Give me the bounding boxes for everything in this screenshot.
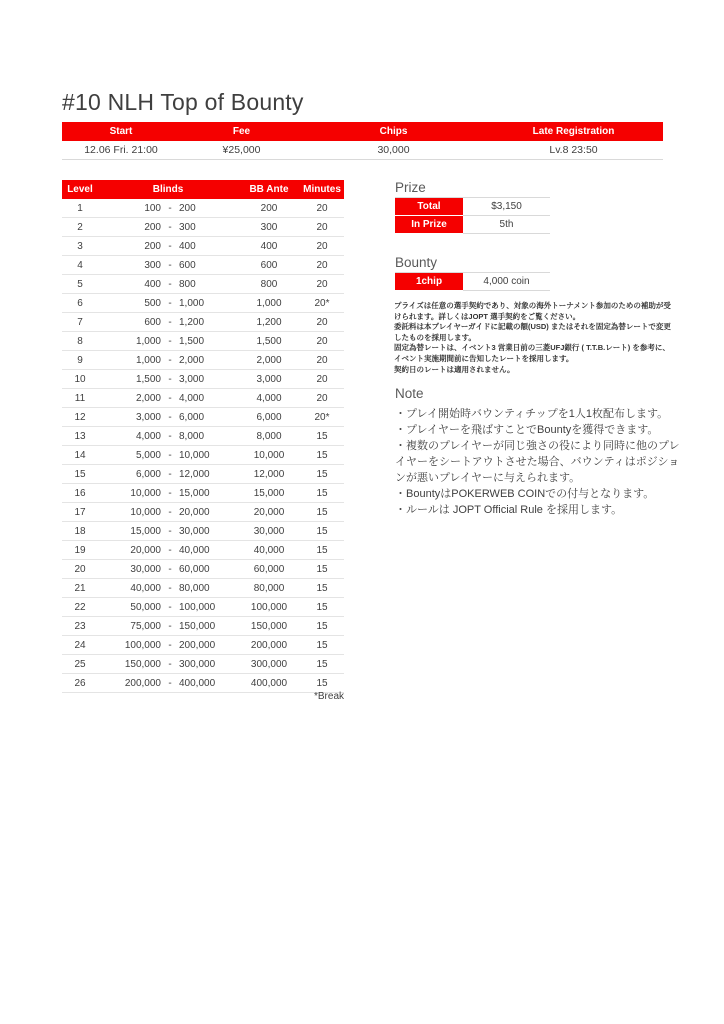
table-row: [62, 294, 344, 313]
cell-level: 20: [74, 563, 86, 575]
note-bullet: ・プレイヤーを飛ばすことでBountyを獲得できます。: [395, 424, 659, 436]
cell-level: 6: [77, 297, 83, 309]
table-row: [62, 655, 344, 674]
header-minutes: Minutes: [303, 184, 341, 195]
cell-minutes: 20: [316, 240, 328, 252]
cell-big-blind: 100,000: [179, 601, 216, 613]
cell-bb-ante: 40,000: [253, 544, 285, 556]
cell-minutes: 15: [316, 601, 328, 613]
table-row: [62, 256, 344, 275]
table-row: [62, 522, 344, 541]
cell-big-blind: 30,000: [179, 525, 210, 537]
cell-small-blind: 30,000: [130, 563, 161, 575]
bounty-row: [395, 273, 550, 291]
cell-level: 17: [74, 506, 86, 518]
cell-minutes: 20: [316, 316, 328, 328]
cell-level: 4: [77, 259, 83, 271]
cell-blinds-separator: -: [168, 582, 172, 594]
cell-blinds-separator: -: [168, 259, 172, 271]
cell-big-blind: 600: [179, 259, 196, 271]
info-table-header: [62, 122, 663, 141]
cell-big-blind: 200: [179, 202, 196, 214]
cell-level: 9: [77, 354, 83, 366]
cell-level: 14: [74, 449, 86, 461]
note-bullet: ・プレイ開始時バウンティチップを1人1枚配布します。: [395, 408, 669, 420]
cell-level: 7: [77, 316, 83, 328]
cell-small-blind: 15,000: [130, 525, 161, 537]
cell-blinds-separator: -: [168, 221, 172, 233]
cell-minutes: 20: [316, 392, 328, 404]
header-bb-ante: BB Ante: [249, 184, 289, 195]
cell-level: 11: [74, 392, 86, 404]
cell-minutes: 15: [316, 468, 328, 480]
info-column-label: Fee: [232, 126, 251, 137]
cell-small-blind: 150,000: [124, 658, 161, 670]
cell-blinds-separator: -: [168, 240, 172, 252]
prize-disclaimer-text: [394, 301, 675, 375]
cell-small-blind: 200: [144, 240, 161, 252]
cell-small-blind: 4,000: [135, 430, 161, 442]
prize-heading: Prize: [395, 180, 550, 198]
cell-minutes: 15: [316, 582, 328, 594]
cell-bb-ante: 400: [260, 240, 278, 252]
cell-bb-ante: 20,000: [253, 506, 285, 518]
cell-bb-ante: 2,000: [256, 354, 282, 366]
cell-level: 19: [74, 544, 86, 556]
cell-blinds-separator: -: [168, 392, 172, 404]
info-column-value: Lv.8 23:50: [549, 144, 598, 156]
cell-minutes: 15: [316, 506, 328, 518]
cell-level: 12: [74, 411, 86, 423]
cell-minutes: 20: [316, 335, 328, 347]
cell-minutes: 15: [316, 430, 328, 442]
cell-bb-ante: 10,000: [253, 449, 285, 461]
prize-row-label: In Prize: [395, 216, 463, 234]
cell-big-blind: 8,000: [179, 430, 205, 442]
cell-blinds-separator: -: [168, 677, 172, 689]
cell-level: 25: [74, 658, 86, 670]
cell-bb-ante: 12,000: [253, 468, 285, 480]
cell-bb-ante: 400,000: [250, 677, 288, 689]
cell-small-blind: 5,000: [135, 449, 161, 461]
info-column-value: ¥25,000: [222, 144, 261, 156]
table-row: [62, 408, 344, 427]
cell-level: 10: [74, 373, 86, 385]
table-row: [62, 199, 344, 218]
info-column-label: Late Registration: [532, 126, 615, 137]
cell-big-blind: 200,000: [179, 639, 216, 651]
info-column-value: 12.06 Fri. 21:00: [84, 144, 158, 156]
cell-minutes: 15: [316, 620, 328, 632]
cell-blinds-separator: -: [168, 430, 172, 442]
cell-bb-ante: 600: [260, 259, 278, 271]
disclaimer-paragraph: 委託料は本プレイヤーガイドに記載の額(USD) またはそれを固定為替レートで変更したものを採用します。: [394, 322, 671, 342]
cell-small-blind: 1,000: [135, 335, 161, 347]
cell-blinds-separator: -: [168, 620, 172, 632]
cell-level: 18: [74, 525, 86, 537]
prize-row: [395, 216, 550, 234]
cell-minutes: 15: [316, 487, 328, 499]
cell-big-blind: 80,000: [179, 582, 210, 594]
table-row: [62, 275, 344, 294]
cell-blinds-separator: -: [168, 278, 172, 290]
cell-bb-ante: 4,000: [256, 392, 282, 404]
cell-big-blind: 150,000: [179, 620, 216, 632]
cell-blinds-separator: -: [168, 601, 172, 613]
cell-bb-ante: 100,000: [250, 601, 288, 613]
table-row: [62, 579, 344, 598]
cell-blinds-separator: -: [168, 506, 172, 518]
cell-bb-ante: 300,000: [250, 658, 288, 670]
cell-small-blind: 10,000: [130, 487, 161, 499]
cell-blinds-separator: -: [168, 639, 172, 651]
cell-big-blind: 300: [179, 221, 196, 233]
cell-small-blind: 6,000: [135, 468, 161, 480]
cell-blinds-separator: -: [168, 373, 172, 385]
disclaimer-paragraph: プライズは任意の選手契約であり、対象の海外トーナメント参加のための補助が受けられます。詳しくはJOPT 選手契約をご覧ください。: [394, 301, 671, 321]
cell-big-blind: 40,000: [179, 544, 210, 556]
cell-level: 5: [77, 278, 83, 290]
prize-section: [395, 180, 550, 234]
blinds-table-header: [62, 180, 344, 199]
cell-big-blind: 400,000: [179, 677, 216, 689]
cell-bb-ante: 150,000: [250, 620, 288, 632]
cell-small-blind: 1,500: [135, 373, 161, 385]
cell-small-blind: 100: [144, 202, 161, 214]
cell-big-blind: 300,000: [179, 658, 216, 670]
cell-small-blind: 3,000: [135, 411, 161, 423]
cell-level: 26: [74, 677, 86, 689]
header-level: Level: [67, 184, 93, 195]
cell-big-blind: 2,000: [179, 354, 205, 366]
table-row: [62, 617, 344, 636]
cell-level: 8: [77, 335, 83, 347]
cell-big-blind: 3,000: [179, 373, 205, 385]
cell-bb-ante: 200: [260, 202, 278, 214]
table-row: [62, 598, 344, 617]
cell-big-blind: 1,500: [179, 335, 205, 347]
bounty-section: [395, 255, 550, 291]
cell-minutes: 20: [316, 278, 328, 290]
cell-big-blind: 15,000: [179, 487, 210, 499]
cell-blinds-separator: -: [168, 335, 172, 347]
bounty-row-label: 1chip: [395, 273, 463, 291]
cell-minutes: 20: [316, 259, 328, 271]
table-row: [62, 446, 344, 465]
cell-small-blind: 300: [144, 259, 161, 271]
table-row: [62, 313, 344, 332]
cell-big-blind: 20,000: [179, 506, 210, 518]
cell-small-blind: 10,000: [130, 506, 161, 518]
table-row: [62, 351, 344, 370]
table-row: [62, 370, 344, 389]
cell-minutes: 15: [316, 544, 328, 556]
cell-small-blind: 100,000: [124, 639, 161, 651]
cell-bb-ante: 6,000: [256, 411, 282, 423]
cell-small-blind: 75,000: [130, 620, 161, 632]
cell-minutes: 15: [316, 525, 328, 537]
info-column-value: 30,000: [377, 144, 410, 156]
cell-big-blind: 400: [179, 240, 196, 252]
cell-minutes: 15: [316, 677, 328, 689]
info-column-label: Start: [109, 126, 133, 137]
cell-small-blind: 600: [144, 316, 161, 328]
note-heading: Note: [395, 386, 424, 401]
cell-blinds-separator: -: [168, 563, 172, 575]
prize-row-label: Total: [395, 198, 463, 216]
cell-level: 3: [77, 240, 83, 252]
cell-minutes: 20*: [314, 411, 330, 423]
cell-minutes: 20: [316, 202, 328, 214]
cell-bb-ante: 300: [260, 221, 278, 233]
cell-minutes: 15: [316, 449, 328, 461]
cell-big-blind: 10,000: [179, 449, 210, 461]
cell-big-blind: 800: [179, 278, 196, 290]
table-row: [62, 465, 344, 484]
table-row: [62, 560, 344, 579]
cell-minutes: 15: [316, 639, 328, 651]
break-footnote: *Break: [313, 691, 344, 702]
cell-level: 1: [77, 202, 83, 214]
page-title: #10 NLH Top of Bounty: [62, 89, 304, 115]
cell-blinds-separator: -: [168, 411, 172, 423]
disclaimer-paragraph: 固定為替レートは、イベント3 営業日前の三菱UFJ銀行 ( T.T.B.レート) を参考に、イベント実施期間前に告知したレートを採用します。: [394, 343, 670, 363]
table-row: [62, 332, 344, 351]
cell-blinds-separator: -: [168, 525, 172, 537]
cell-bb-ante: 3,000: [256, 373, 282, 385]
cell-bb-ante: 1,000: [256, 297, 282, 309]
cell-bb-ante: 80,000: [253, 582, 285, 594]
cell-blinds-separator: -: [168, 658, 172, 670]
cell-level: 2: [77, 221, 83, 233]
cell-big-blind: 12,000: [179, 468, 210, 480]
info-table-values: [62, 141, 663, 160]
cell-blinds-separator: -: [168, 449, 172, 461]
cell-bb-ante: 800: [260, 278, 278, 290]
cell-small-blind: 200: [144, 221, 161, 233]
cell-bb-ante: 15,000: [253, 487, 285, 499]
cell-minutes: 15: [316, 658, 328, 670]
blinds-structure-table: [62, 180, 344, 693]
cell-bb-ante: 8,000: [256, 430, 282, 442]
prize-row: [395, 198, 550, 216]
cell-level: 13: [74, 430, 86, 442]
bounty-heading: Bounty: [395, 255, 550, 273]
cell-bb-ante: 60,000: [253, 563, 285, 575]
cell-small-blind: 2,000: [135, 392, 161, 404]
cell-bb-ante: 30,000: [253, 525, 285, 537]
table-row: [62, 427, 344, 446]
cell-level: 23: [74, 620, 86, 632]
prize-row-value: 5th: [463, 216, 550, 234]
cell-blinds-separator: -: [168, 316, 172, 328]
cell-small-blind: 40,000: [130, 582, 161, 594]
cell-minutes: 20: [316, 354, 328, 366]
cell-bb-ante: 1,500: [256, 335, 282, 347]
cell-blinds-separator: -: [168, 487, 172, 499]
table-row: [62, 541, 344, 560]
table-row: [62, 503, 344, 522]
cell-blinds-separator: -: [168, 297, 172, 309]
cell-level: 15: [74, 468, 86, 480]
cell-level: 16: [74, 487, 86, 499]
cell-big-blind: 4,000: [179, 392, 205, 404]
header-blinds: Blinds: [152, 184, 184, 195]
cell-level: 21: [74, 582, 86, 594]
cell-minutes: 15: [316, 563, 328, 575]
cell-small-blind: 200,000: [124, 677, 161, 689]
cell-big-blind: 1,000: [179, 297, 205, 309]
cell-small-blind: 400: [144, 278, 161, 290]
cell-bb-ante: 1,200: [256, 316, 282, 328]
cell-level: 22: [74, 601, 86, 613]
cell-minutes: 20: [316, 221, 328, 233]
disclaimer-paragraph: 契約日のレートは適用されません。: [394, 364, 515, 374]
cell-blinds-separator: -: [168, 202, 172, 214]
cell-blinds-separator: -: [168, 354, 172, 366]
cell-big-blind: 6,000: [179, 411, 205, 423]
cell-minutes: 20*: [314, 297, 330, 309]
cell-minutes: 20: [316, 373, 328, 385]
table-row: [62, 389, 344, 408]
table-row: [62, 218, 344, 237]
blinds-table-body: [62, 199, 344, 693]
cell-small-blind: 1,000: [135, 354, 161, 366]
cell-small-blind: 500: [144, 297, 161, 309]
cell-small-blind: 50,000: [130, 601, 161, 613]
table-row: [62, 237, 344, 256]
info-column-label: Chips: [379, 126, 408, 137]
bounty-row-value: 4,000 coin: [463, 273, 550, 291]
prize-table: [395, 198, 550, 234]
cell-small-blind: 20,000: [130, 544, 161, 556]
table-row: [62, 636, 344, 655]
cell-blinds-separator: -: [168, 544, 172, 556]
note-section: [395, 386, 683, 518]
note-bullet-list: [395, 406, 683, 518]
cell-bb-ante: 200,000: [250, 639, 288, 651]
cell-big-blind: 60,000: [179, 563, 210, 575]
table-row: [62, 484, 344, 503]
cell-big-blind: 1,200: [179, 316, 205, 328]
prize-row-value: $3,150: [463, 198, 550, 216]
note-bullet: ・ルールは JOPT Official Rule を採用します。: [395, 504, 623, 516]
bounty-table: [395, 273, 550, 291]
cell-level: 24: [74, 639, 86, 651]
note-bullet: ・BountyはPOKERWEB COINでの付与となります。: [395, 488, 655, 500]
note-bullet: ・複数のプレイヤーが同じ強さの役により同時に他のプレイヤーをシートアウトさせた場合、バウンティはポジションが悪いプレイヤーに与えられます。: [395, 440, 680, 484]
cell-blinds-separator: -: [168, 468, 172, 480]
